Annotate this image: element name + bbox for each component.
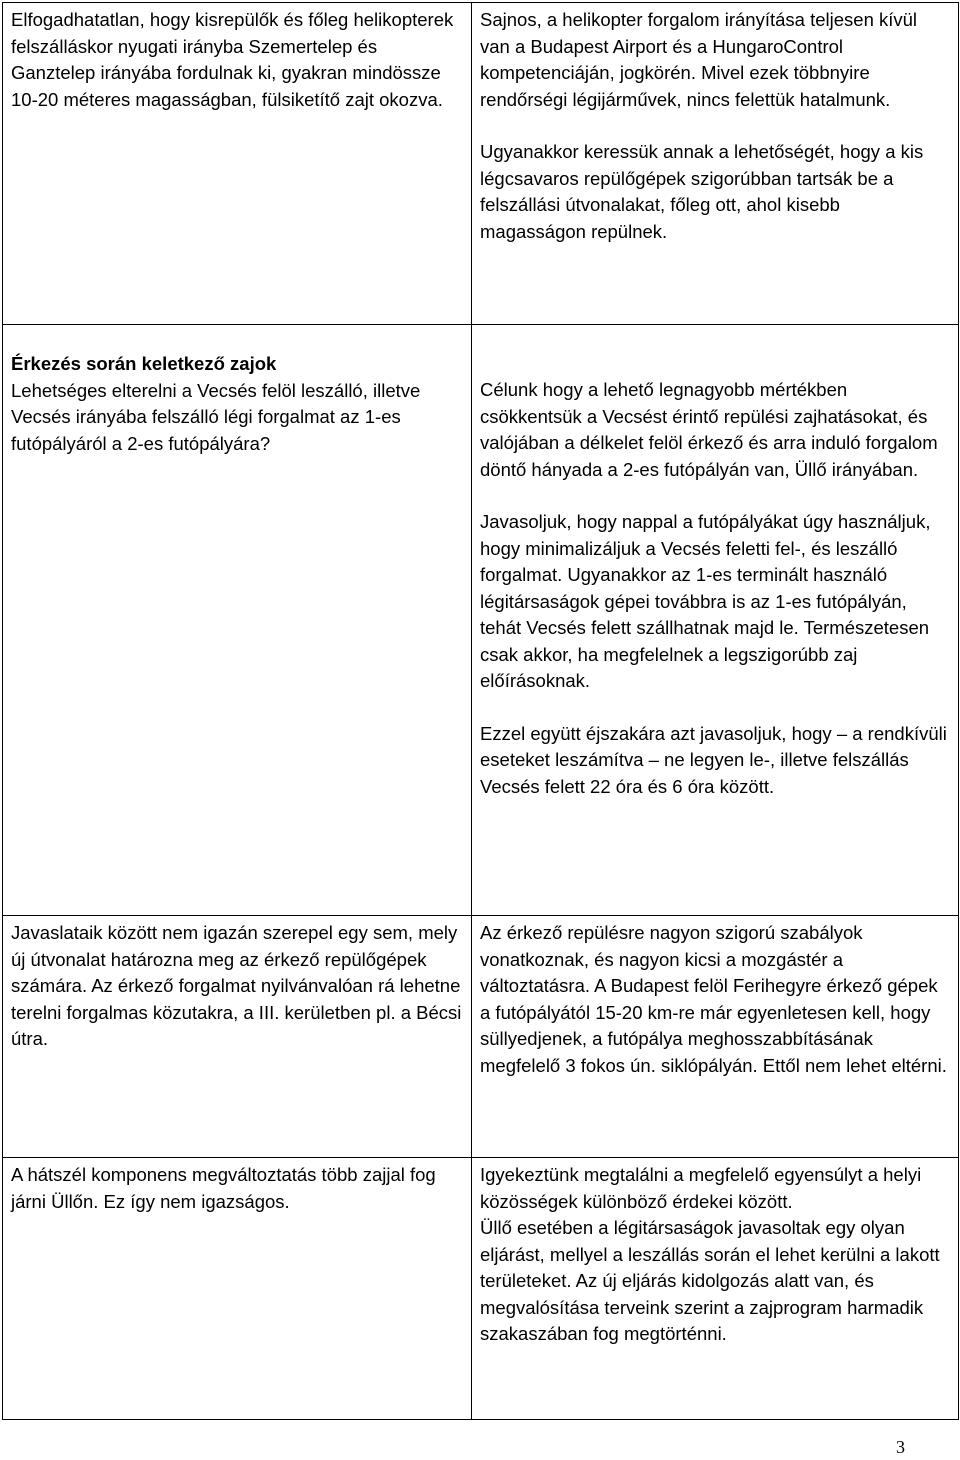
comment-response-table	[2, 2, 959, 1420]
table-row	[3, 325, 959, 916]
question-text: Lehetséges elterelni a Vecsés felöl leszálló, illetve Vecsés irányába felszálló légi forgalmat az 1-es futópályáról a 2-es futópályára?	[11, 379, 421, 454]
answer-paragraph: Sajnos, a helikopter forgalom irányítása teljesen kívül van a Budapest Airport és a HungaroControl kompetenciáján, jogkörén. Mivel ezek többnyire rendőrségi légijárművek, nincs felettük hatalmunk.	[480, 9, 918, 110]
table-row	[3, 916, 959, 1158]
question-cell	[3, 916, 472, 1158]
question-cell	[3, 325, 472, 916]
question-text: Javaslataik között nem igazán szerepel egy sem, mely új útvonalat határozna meg az érkező repülőgépek számára. Az érkező forgalmat nyilvánvalóan rá lehetne terelni forgalmas közutakra, a III. kerületben pl. a Bécsi útra.	[11, 922, 462, 1049]
answer-paragraph: Javasoljuk, hogy nappal a futópályákat úgy használjuk, hogy minimalizáljuk a Vecsés feletti fel-, és leszálló forgalmat. Ugyanakkor az 1-es terminált használó légitársaságok gépei továbbra is az 1-es futópályán, tehát Vecsés felett szállhatnak majd le. Természetesen csak akkor, ha megfelelnek a legszigorúbb zaj előírásoknak.	[480, 511, 931, 691]
table-row	[3, 3, 959, 325]
question-cell	[3, 1158, 472, 1420]
answer-paragraph: Az érkező repülésre nagyon szigorú szabályok vonatkoznak, és nagyon kicsi a mozgástér a változtatásra. A Budapest felöl Ferihegyre érkező gépek a futópályától 15-20 km-re már egyenletesen kell, hogy süllyedjenek, a futópálya meghosszabbításának megfelelő 3 fokos ún. siklópályán. Ettől nem lehet eltérni.	[480, 922, 947, 1076]
question-text: A hátszél komponens megváltoztatás több zajjal fog járni Üllőn. Ez így nem igazságos.	[11, 1164, 436, 1212]
question-text: Elfogadhatatlan, hogy kisrepülők és főleg helikopterek felszálláskor nyugati irányba Szemertelep és Ganztelep irányába fordulnak ki, gyakran mindössze 10-20 méteres magasságban, fülsiketítő zajt okozva.	[11, 9, 454, 110]
question-cell	[3, 3, 472, 325]
answer-cell	[472, 3, 959, 325]
answer-paragraph: Igyekeztünk megtalálni a megfelelő egyensúlyt a helyi közösségek különböző érdekei között. Üllő esetében a légitársaságok javasoltak egy olyan eljárást, mellyel a leszállás során el lehet kerülni a lakott területeket. Az új eljárás kidolgozás alatt van, és megvalósítása terveink szerint a zajprogram harmadik szakaszában fog megtörténni.	[480, 1164, 940, 1344]
answer-paragraph: Ezzel együtt éjszakára azt javasoljuk, hogy – a rendkívüli eseteket leszámítva – ne legyen le-, illetve felszállás Vecsés felett 22 óra és 6 óra között.	[480, 722, 947, 797]
table-row	[3, 1158, 959, 1420]
page-number: 3	[896, 1437, 905, 1457]
answer-paragraph: Ugyanakkor keressük annak a lehetőségét, hogy a kis légcsavaros repülőgépek szigorúbban tartsák be a felszállási útvonalakat, főleg ott, ahol kisebb magasságon repülnek.	[480, 141, 924, 242]
answer-cell	[472, 916, 959, 1158]
answer-cell	[472, 1158, 959, 1420]
answer-paragraph: Célunk hogy a lehető legnagyobb mértékben csökkentsük a Vecsést érintő repülési zajhatásokat, és valójában a délkelet felöl érkező és arra induló forgalom döntő hányada a 2-es futópályán van, Üllő irányában.	[480, 379, 938, 480]
answer-cell	[472, 325, 959, 916]
section-heading: Érkezés során keletkező zajok	[11, 353, 277, 374]
